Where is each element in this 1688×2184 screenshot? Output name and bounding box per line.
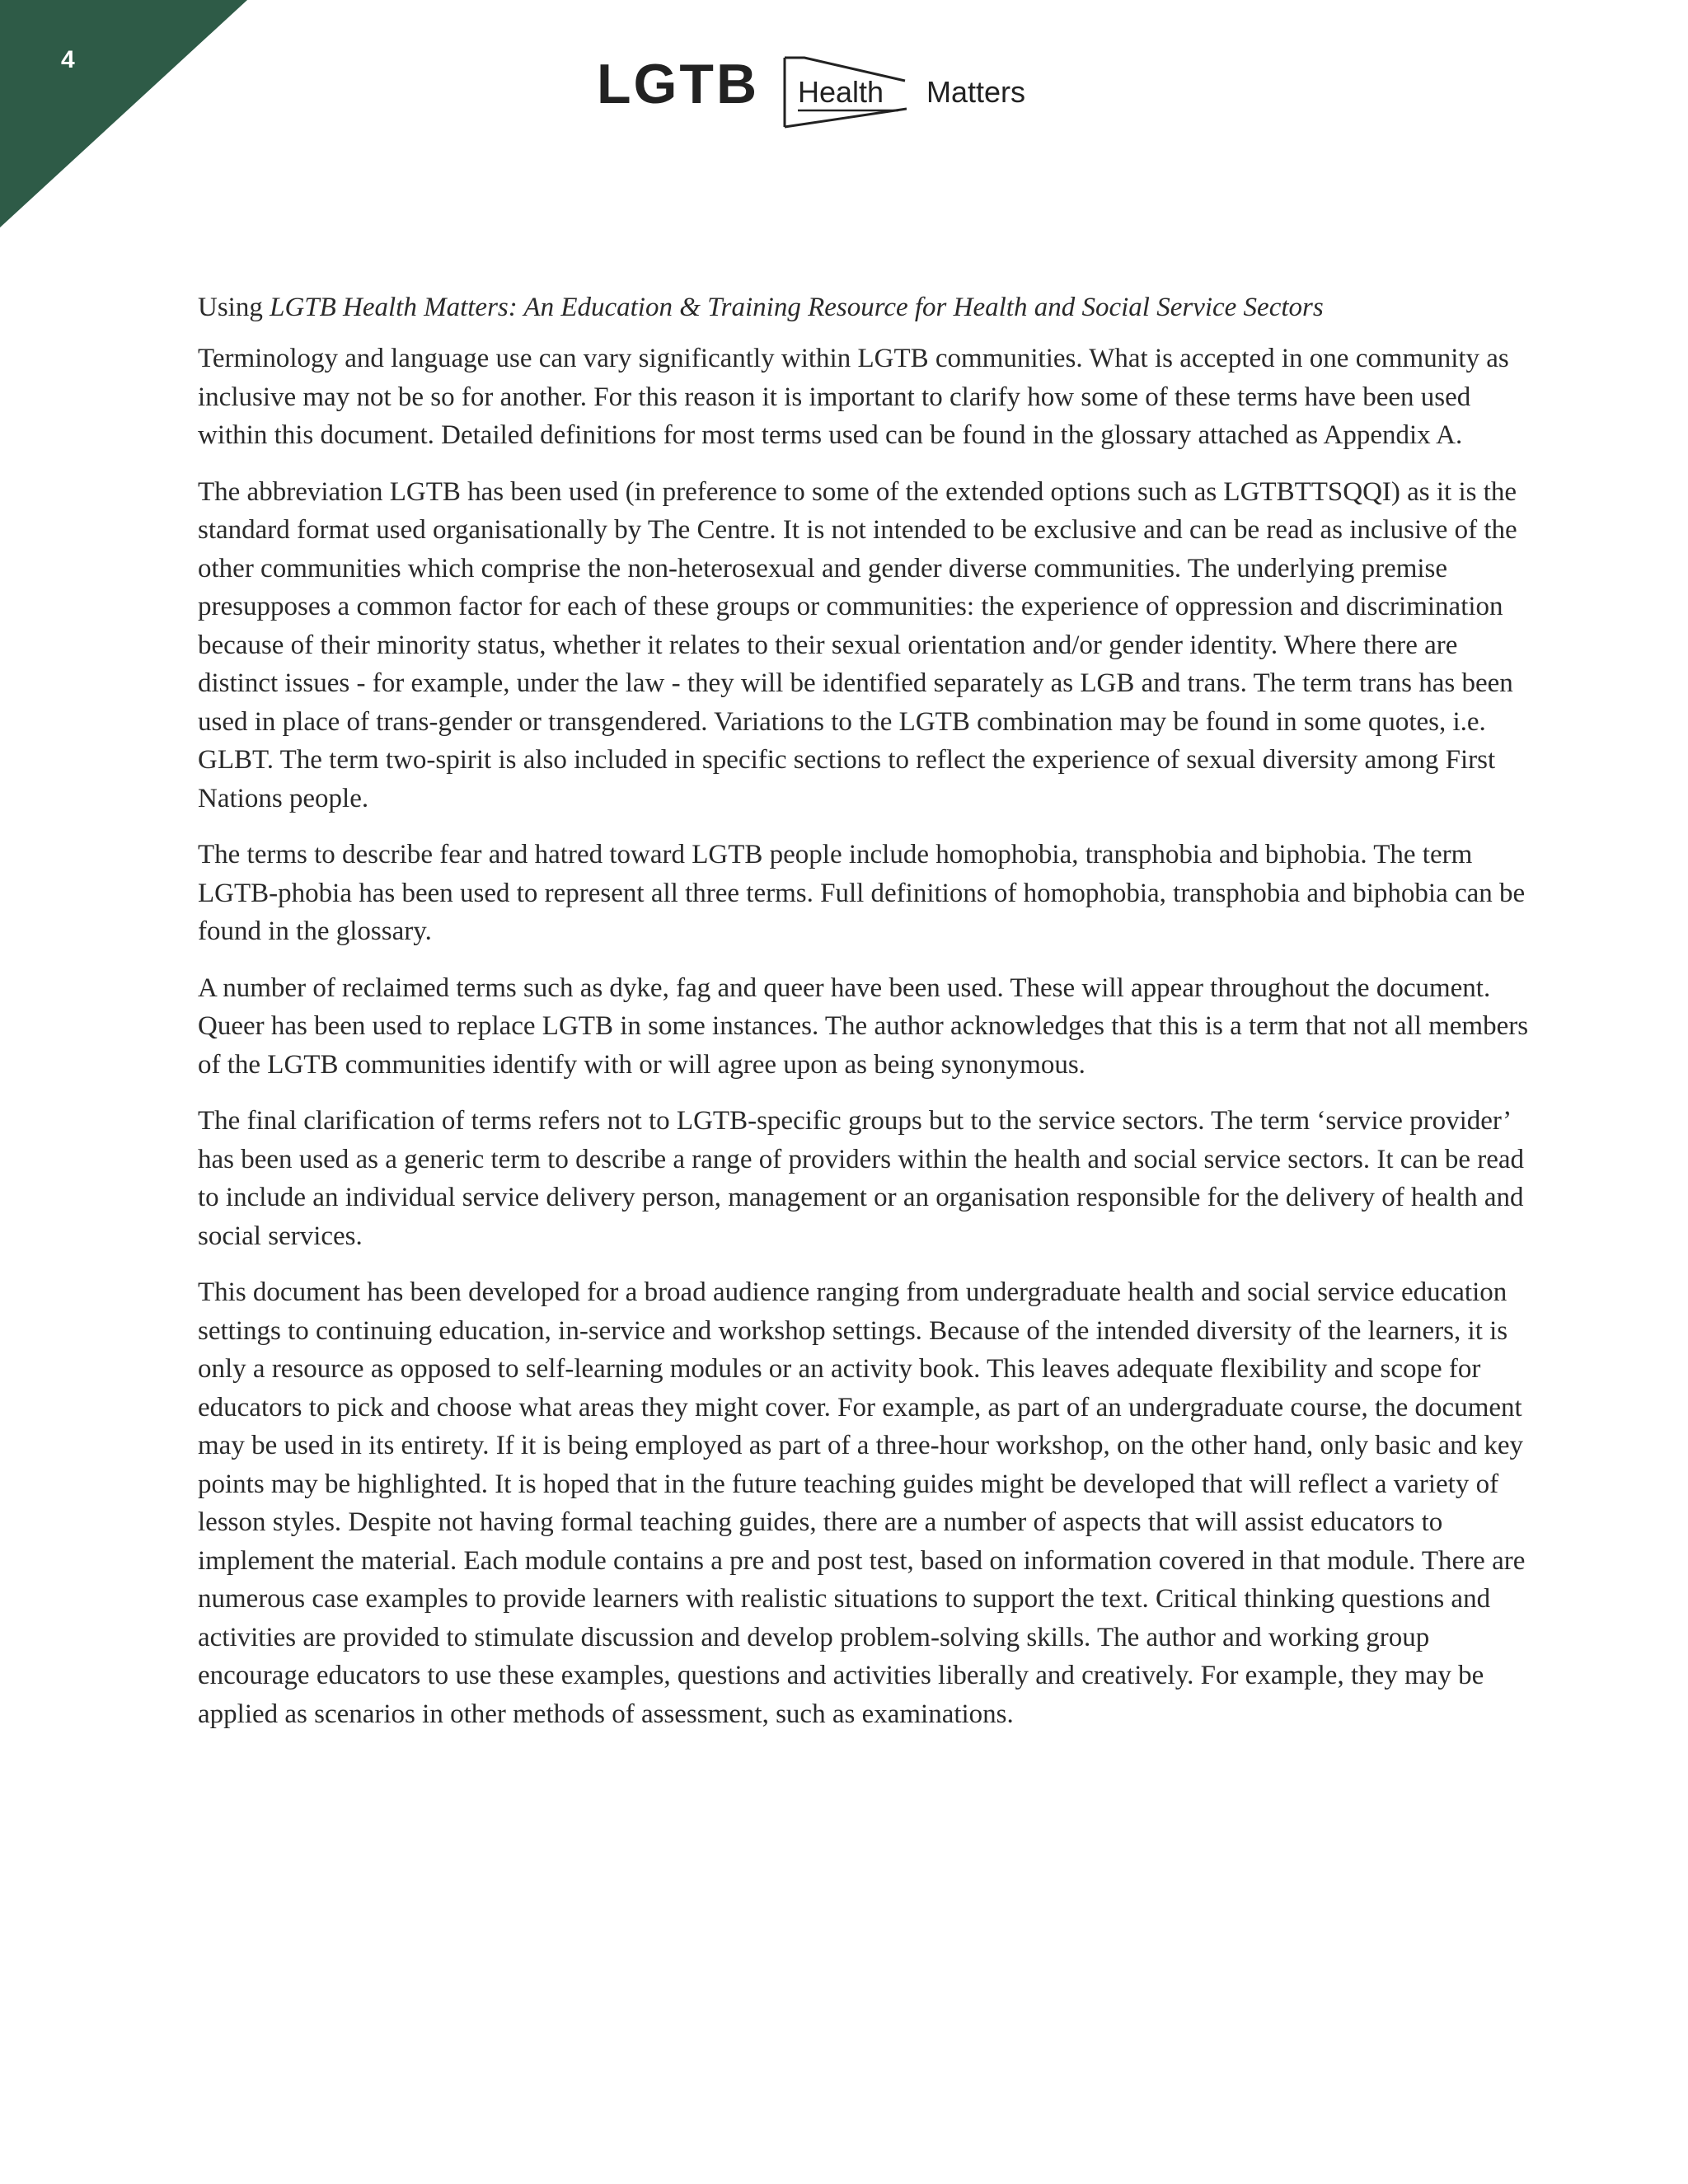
paragraph-service-provider: The final clarification of terms refers not to LGTB-specific groups but to the service sectors. The term ‘service provider’ has been used as a generic term to describe a range of providers within the health and social service sectors. It can be read to include an individual service delivery person, management or an organisation responsible for the delivery of health and social services. [198,1106,1525,1251]
paragraph-audience: This document has been developed for a broad audience ranging from undergraduate health and social service education settings to continuing education, in-service and workshop settings. Because of the intended diversity of the learners, it is only a resource as opposed to self-learning modules or an activity book. This leaves adequate flexibility and scope for educators to pick and choose what areas they might cover. For example, as part of an undergraduate course, the document may be used in its entirety. If it is being employed as part of a three-hour workshop, on the other hand, only basic and key points may be highlighted. It is hoped that in the future teaching guides might be developed that will reflect a variety of lesson styles. Despite not having formal teaching guides, there are a number of aspects that will assist educators to implement the material. Each module contains a pre and post test, based on information covered in that module. There are numerous case examples to provide learners with realistic situations to support the text. Critical thinking questions and activities are provided to stimulate discussion and develop problem-solving skills. The author and working group encourage educators to use these examples, questions and activities liberally and creatively. For example, they may be applied as scenarios in other methods of assessment, such as examinations. [198,1277,1526,1729]
page-number: 4 [61,46,75,73]
document-title: LGTB Health Matters: An Education & Training Resource for Health and Social Service Sectors [270,293,1324,322]
logo [597,51,1091,134]
intro-prefix: Using [198,293,270,322]
document-body [198,288,1531,1751]
paragraph-terminology: Terminology and language use can vary significantly within LGTB communities. What is accepted in one community as inclusive may not be so for another. For this reason it is important to clarify how some of these terms have been used within this document. Detailed definitions for most terms used can be found in the glossary attached as Appendix A. [198,344,1509,450]
logo-health-text: Health [798,75,884,109]
paragraph-abbreviation: The abbreviation LGTB has been used (in preference to some of the extended options such as LGTBTTSQQI) as it is the standard format used organisationally by The Centre. It is not intended to be exclusive and can be read as inclusive of the other communities which comprise the non-heterosexual and gender diverse communities. The underlying premise presupposes a common factor for each of these groups or communities: the experience of oppression and discrimination because of their minority status, whether it relates to their sexual orientation and/or gender identity. Where there are distinct issues - for example, under the law - they will be identified separately as LGB and trans. The term trans has been used in place of trans-gender or transgendered. Variations to the LGTB combination may be found in some quotes, i.e. GLBT. The term two-spirit is also included in specific sections to reflect the experience of sexual diversity among First Nations people. [198,476,1517,813]
intro-line [198,288,1531,326]
paragraph-phobia-terms: The terms to describe fear and hatred toward LGTB people include homophobia, transphobia and biphobia. The term LGTB-phobia has been used to represent all three terms. Full definitions of homophobia, transphobia and biphobia can be found in the glossary. [198,840,1526,946]
logo-brand: LGTB [597,53,760,115]
page-corner-tab [0,0,247,227]
paragraph-reclaimed-terms: A number of reclaimed terms such as dyke, fag and queer have been used. These will appear throughout the document. Queer has been used to replace LGTB in some instances. The author acknowledges that this is a term that not all members of the LGTB communities identify with or will agree upon as being synonymous. [198,972,1529,1080]
logo-matters-text: Matters [926,75,1026,109]
